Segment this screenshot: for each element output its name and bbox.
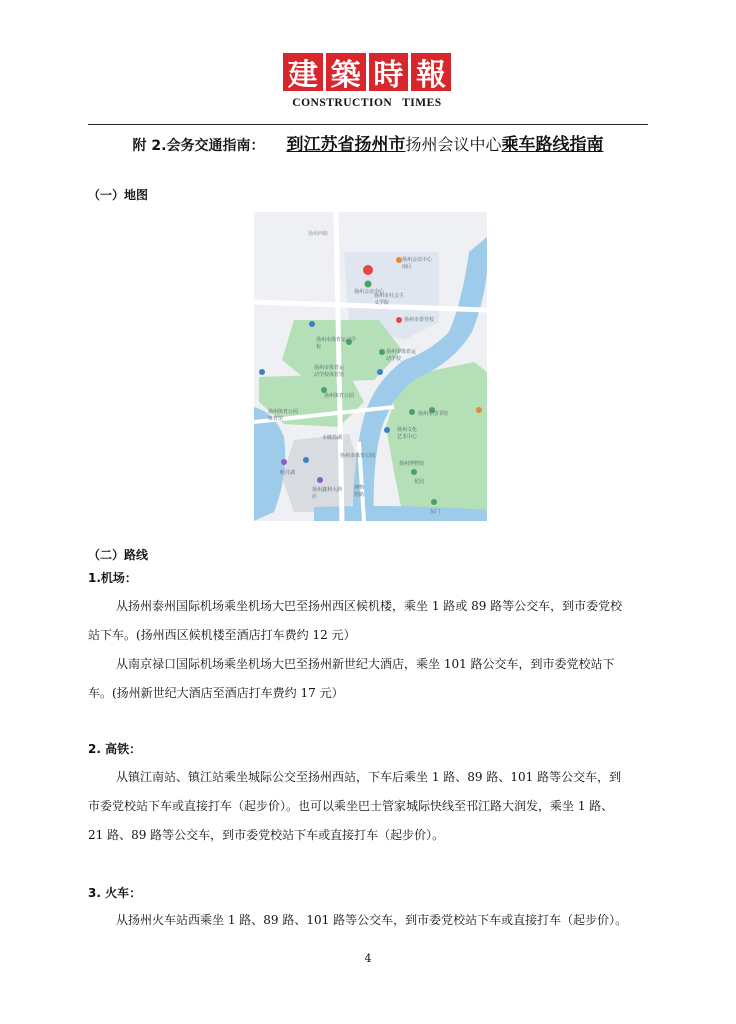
- airport-paragraph-line: 从南京禄口国际机场乘坐机场大巴至扬州新世纪大酒店，乘坐 101 路公交车，到市委党校站下: [116, 657, 615, 671]
- map-label: 扬州体育公园: [324, 393, 355, 399]
- train-paragraph-line: 从扬州火车站西乘坐 1 路、89 路、101 路等公交车，到市委党校站下车或直接打车（起步价）。: [116, 913, 628, 927]
- logo-char: 築: [326, 53, 366, 91]
- map-label: 博物馆路: [354, 485, 365, 498]
- logo-char: 時: [369, 53, 409, 91]
- map-label: 扬州市体育公园: [340, 453, 376, 459]
- map-label: 扬州鑫利大酒店: [312, 487, 343, 500]
- title-guide: 乘车路线指南: [501, 135, 604, 155]
- logo-subtitle: CONSTRUCTION TIMES: [292, 97, 442, 109]
- page-title: [88, 130, 648, 155]
- title-label: 附 2.会务交通指南：: [132, 138, 265, 154]
- map-label: 东门: [430, 509, 441, 515]
- map-label: 花园: [414, 479, 425, 485]
- map-label: 扬州市图书馆: [418, 411, 449, 417]
- map-section-heading: （一）地图: [88, 188, 149, 202]
- map-label: 明月湖: [280, 470, 296, 476]
- logo-char: 建: [283, 53, 323, 91]
- map-label: 扬州市社会主义学院: [374, 293, 405, 306]
- map-label: 扬州市委党校: [404, 317, 435, 323]
- map-label: 扬州市体育运动学校: [316, 337, 357, 350]
- airport-paragraph-line: 站下车。(扬州西区候机楼至酒店打车费约 12 元）: [88, 628, 356, 642]
- routes-section-heading: （二）路线: [88, 548, 149, 562]
- title-venue: 扬州会议中心: [405, 135, 502, 154]
- rail-paragraph-line: 市委党校站下车或直接打车（起步价）。也可以乘坐巴士管家城际快线至邗江路大润发，乘坐 1 路、: [88, 799, 614, 813]
- airport-paragraph-line: 从扬州泰州国际机场乘坐机场大巴至扬州西区候机楼，乘坐 1 路或 89 路等公交车，到市委党校: [116, 599, 623, 613]
- header-rule: [88, 124, 648, 125]
- map-label: 扬州市体育运动学校: [386, 349, 417, 362]
- map-label: 扬州博物馆: [399, 461, 425, 467]
- airport-heading: 1.机场：: [88, 571, 137, 585]
- map-label: 扬州市体育运动学校体育馆: [314, 365, 345, 378]
- airport-paragraph-line: 车。(扬州新世纪大酒店至酒店打车费约 17 元）: [88, 686, 344, 700]
- rail-paragraph-line: 从镇江南站、镇江站乘坐城际公交至扬州西站，下车后乘坐 1 路、89 路、101 路等公交车，到: [116, 770, 622, 784]
- rail-paragraph-line: 21 路、89 路等公交车，到市委党校站下车或直接打车（起步价）。: [88, 828, 445, 842]
- map-label: 扬州会议中心 南区: [402, 257, 433, 270]
- map-label: 水映岛湖: [322, 435, 343, 441]
- map-label: 扬州会议中心: [354, 289, 385, 295]
- map-label: 扬州文化艺术中心: [397, 427, 418, 440]
- title-destination: 到江苏省扬州市: [286, 135, 406, 155]
- logo-char: 報: [411, 53, 451, 91]
- venue-map[interactable]: [254, 212, 487, 521]
- map-label: 扬州西路: [308, 231, 329, 237]
- map-labels: [254, 212, 487, 521]
- masthead-logo: [283, 53, 451, 99]
- rail-heading: 2. 高铁：: [88, 742, 142, 756]
- page-number: 4: [364, 952, 372, 965]
- train-heading: 3. 火车：: [88, 886, 142, 900]
- map-label: 扬州体育公园体育馆: [268, 409, 299, 422]
